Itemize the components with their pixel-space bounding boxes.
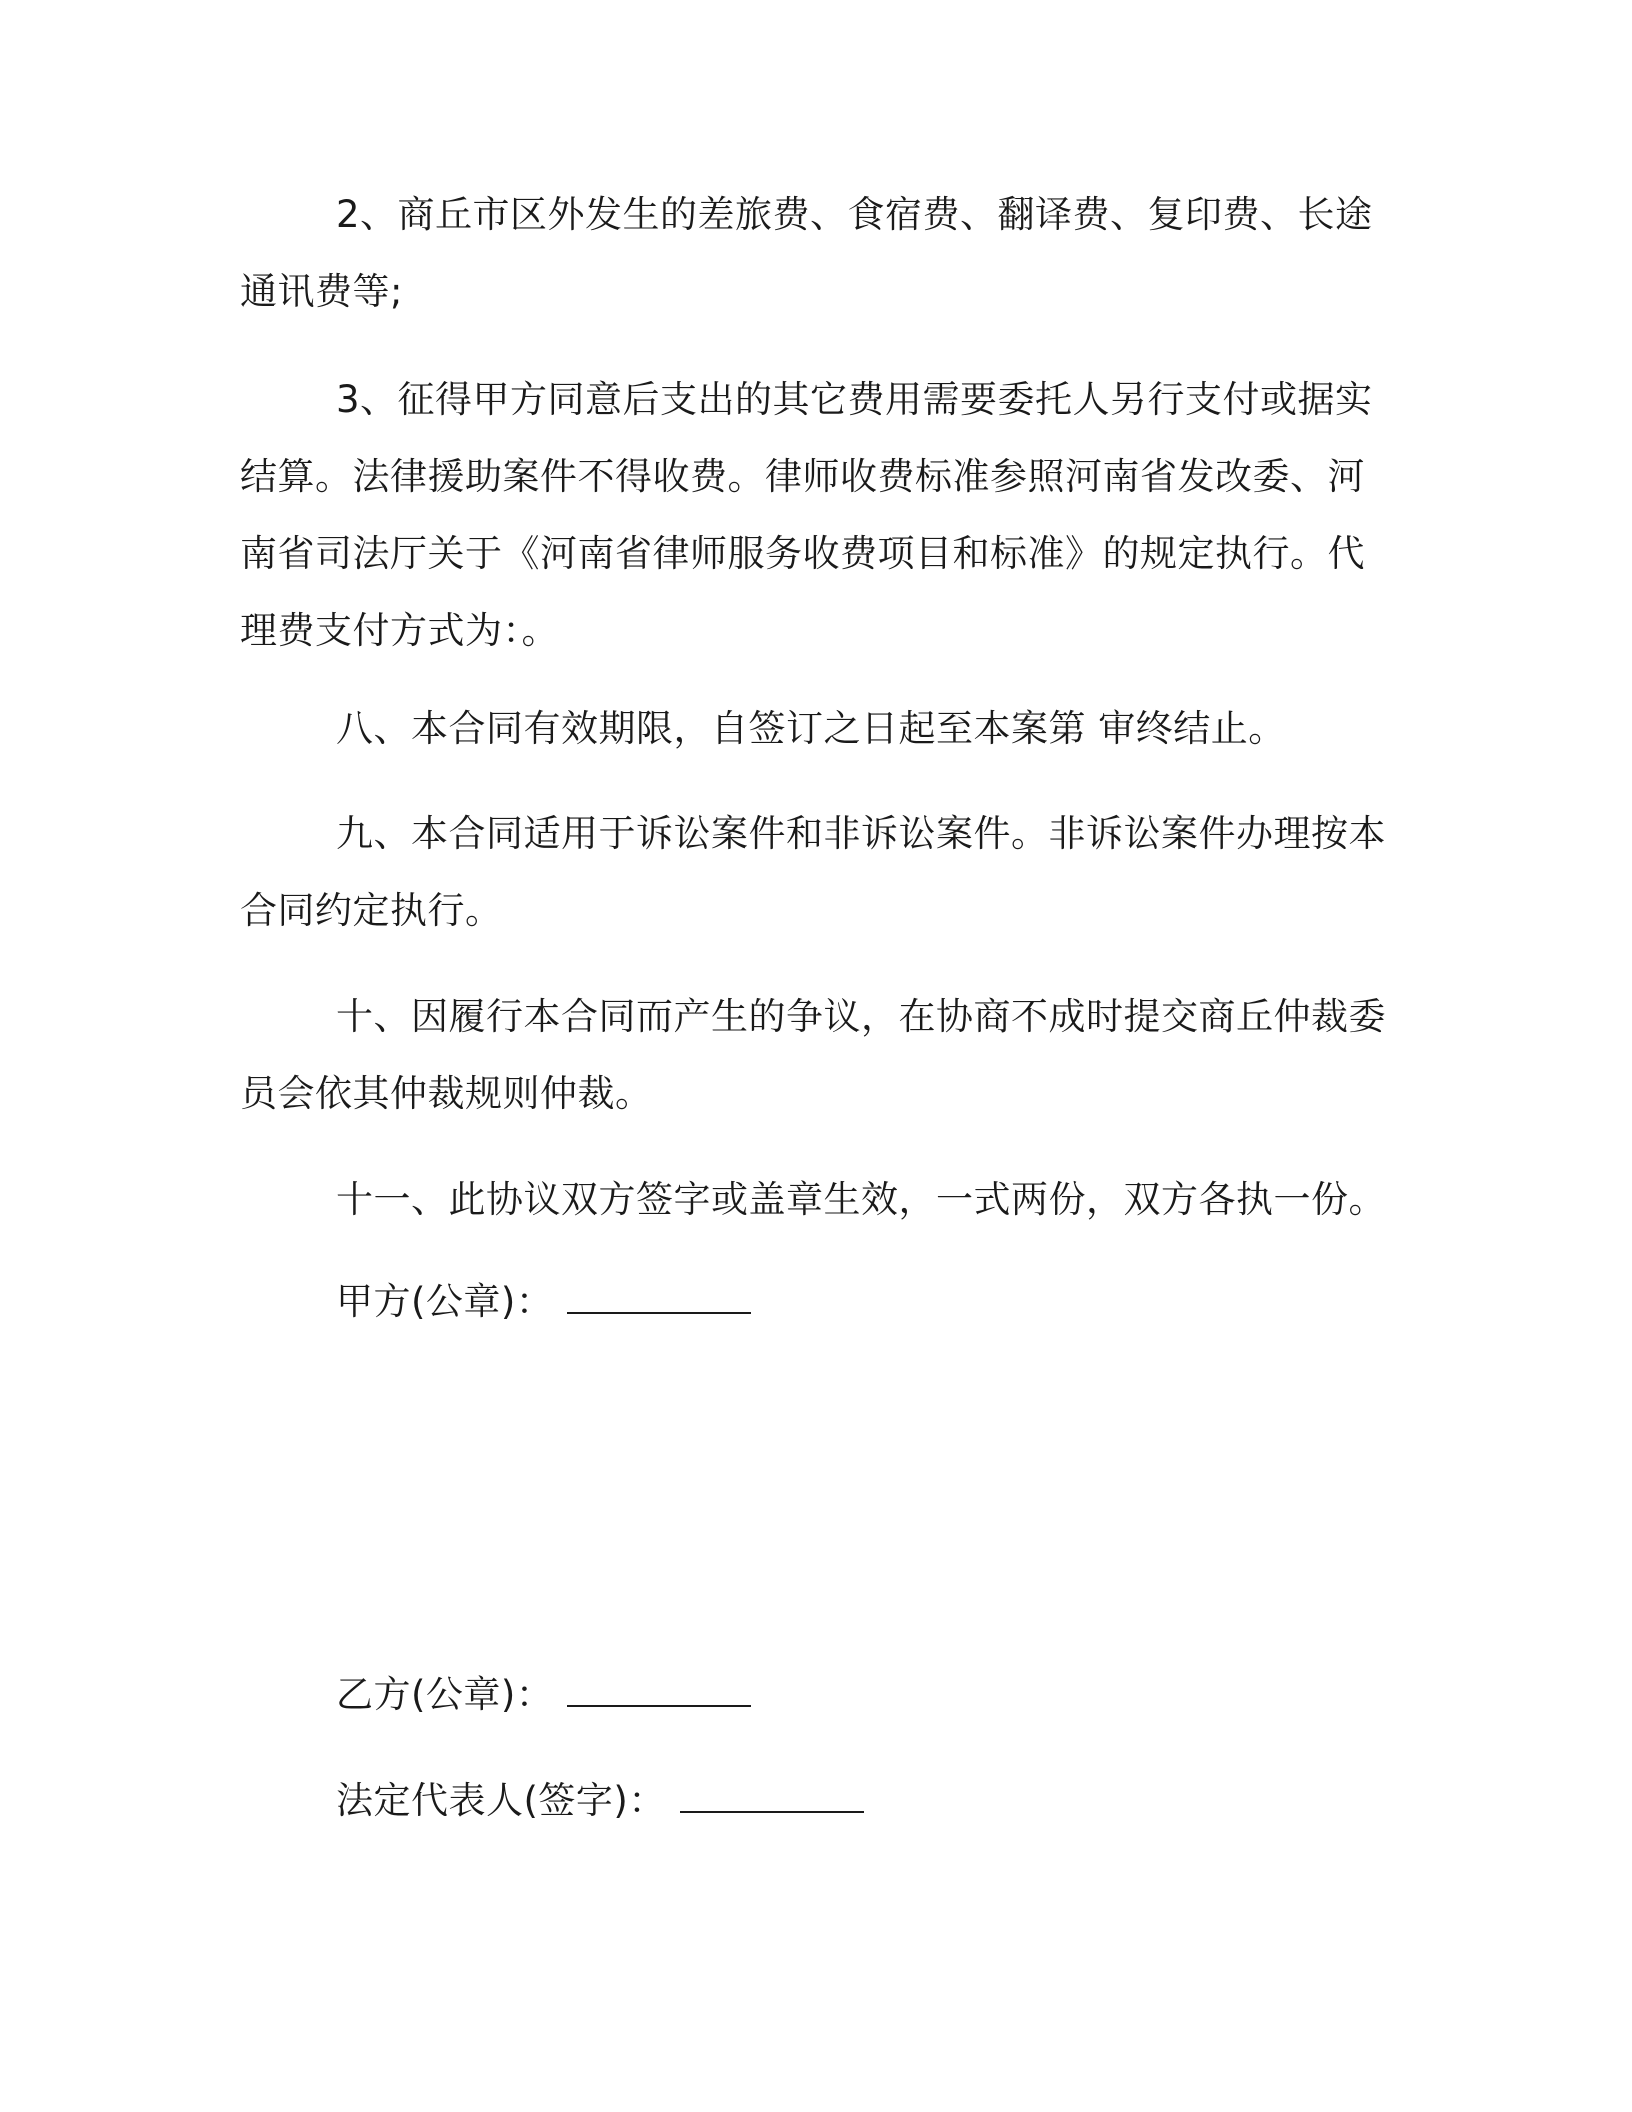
legal-rep-signature-line <box>336 1762 864 1839</box>
party-a-signature-line <box>336 1263 751 1340</box>
party-a-blank <box>567 1284 751 1314</box>
clause-9-paragraph: 九、本合同适用于诉讼案件和非诉讼案件。非诉讼案件办理按本合同约定执行。 <box>240 812 1386 932</box>
party-b-label: 乙方(公章)： <box>336 1673 554 1716</box>
clause-2-paragraph: 2、商丘市区外发生的差旅费、食宿费、翻译费、复印费、长途通讯费等; <box>240 193 1373 313</box>
clause-10-paragraph: 十、因履行本合同而产生的争议，在协商不成时提交商丘仲裁委员会依其仲裁规则仲裁。 <box>240 995 1386 1115</box>
legal-rep-label: 法定代表人(签字)： <box>336 1779 666 1822</box>
clause-11-paragraph: 十一、此协议双方签字或盖章生效，一式两份，双方各执一份。 <box>336 1178 1386 1221</box>
party-b-blank <box>567 1677 751 1707</box>
clause-8-paragraph: 八、本合同有效期限，自签订之日起至本案第 审终结止。 <box>336 707 1286 750</box>
party-a-label: 甲方(公章)： <box>336 1280 554 1323</box>
legal-rep-blank <box>680 1783 864 1813</box>
clause-3-paragraph: 3、征得甲方同意后支出的其它费用需要委托人另行支付或据实结算。法律援助案件不得收费。律师收费标准参照河南省发改委、河南省司法厅关于《河南省律师服务收费项目和标准》的规定执行。代理费支付方式为：。 <box>240 378 1373 652</box>
party-b-signature-line <box>336 1656 751 1733</box>
